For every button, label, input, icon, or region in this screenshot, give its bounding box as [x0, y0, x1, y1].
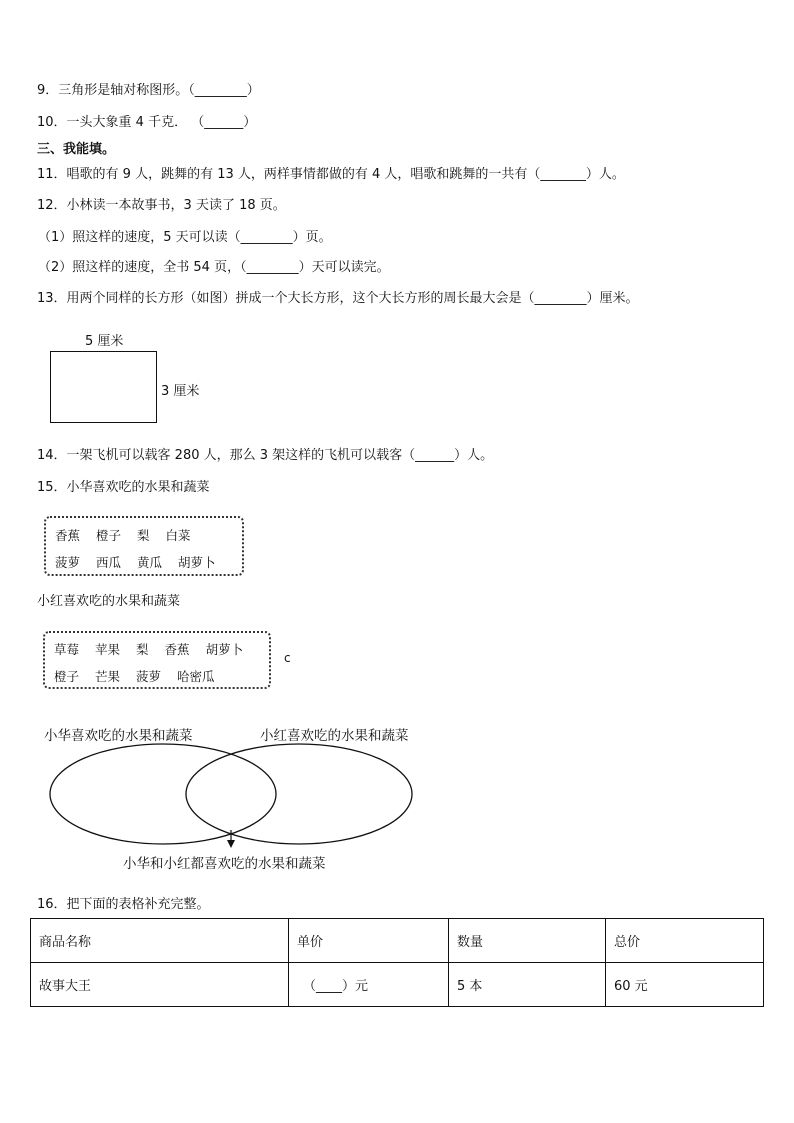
question-15: 15．小华喜欢吃的水果和蔬菜	[37, 480, 210, 495]
food-item: 胡萝卜	[205, 642, 244, 657]
table-header-row	[31, 919, 764, 963]
cell-total-price: 60 元	[606, 963, 764, 1007]
header-unit-price: 单价	[289, 919, 449, 963]
venn-left-label: 小华喜欢吃的水果和蔬菜	[44, 728, 193, 744]
food-item: 香蕉	[164, 642, 190, 657]
question-12-part-2: （2）照这样的速度，全书 54 页，（________）天可以读完。	[38, 260, 390, 275]
venn-left-ellipse	[50, 744, 276, 844]
header-total-price: 总价	[606, 919, 764, 963]
venn-pointer-arrowhead	[227, 840, 235, 848]
cell-quantity: 5 本	[449, 963, 606, 1007]
question-12: 12．小林读一本故事书，3 天读了 18 页。	[37, 198, 286, 213]
venn-right-label: 小红喜欢吃的水果和蔬菜	[260, 728, 409, 744]
food-item: 白菜	[165, 528, 191, 543]
food-item: 橙子	[54, 669, 80, 684]
food-item: 香蕉	[55, 528, 81, 543]
question-11: 11．唱歌的有 9 人，跳舞的有 13 人，两样事情都做的有 4 人，唱歌和跳舞的一共有（_______）人。	[37, 167, 625, 182]
header-product-name: 商品名称	[31, 919, 289, 963]
question-12-part-1: （1）照这样的速度，5 天可以读（________）页。	[38, 230, 332, 245]
table-row	[31, 963, 764, 1007]
food-item: 菠萝	[55, 555, 81, 570]
food-item: 芒果	[95, 669, 121, 684]
question-13: 13．用两个同样的长方形（如图）拼成一个大长方形，这个大长方形的周长最大会是（________）厘米。	[37, 291, 639, 306]
stray-mark: c	[284, 651, 291, 665]
header-quantity: 数量	[449, 919, 606, 963]
question-10: 10．一头大象重 4 千克． （______）	[37, 115, 257, 130]
cell-unit-price: （____）元	[289, 963, 449, 1007]
venn-right-ellipse	[186, 744, 412, 844]
food-item: 梨	[136, 642, 149, 657]
rectangle-height-label: 3 厘米	[161, 384, 200, 399]
goods-table	[30, 918, 764, 1007]
food-item: 橙子	[96, 528, 122, 543]
food-item: 草莓	[54, 642, 80, 657]
venn-bottom-label: 小华和小红都喜欢吃的水果和蔬菜	[123, 856, 326, 872]
food-item: 菠萝	[136, 669, 162, 684]
food-item: 胡萝卜	[178, 555, 216, 570]
food-item: 西瓜	[96, 555, 122, 570]
section-heading-fill-in: 三、我能填。	[37, 142, 116, 157]
food-item: 梨	[137, 528, 150, 543]
question-15-xiaohong: 小红喜欢吃的水果和蔬菜	[37, 594, 181, 609]
food-item: 苹果	[95, 642, 121, 657]
question-16: 16．把下面的表格补充完整。	[37, 897, 210, 912]
question-9: 9．三角形是轴对称图形。（________）	[37, 83, 260, 98]
cell-product-name: 故事大王	[31, 963, 289, 1007]
food-item: 黄瓜	[137, 555, 163, 570]
rectangle-width-label: 5 厘米	[85, 334, 124, 349]
question-14: 14．一架飞机可以载客 280 人，那么 3 架这样的飞机可以载客（______）人。	[37, 448, 494, 463]
food-item: 哈密瓜	[177, 669, 215, 684]
